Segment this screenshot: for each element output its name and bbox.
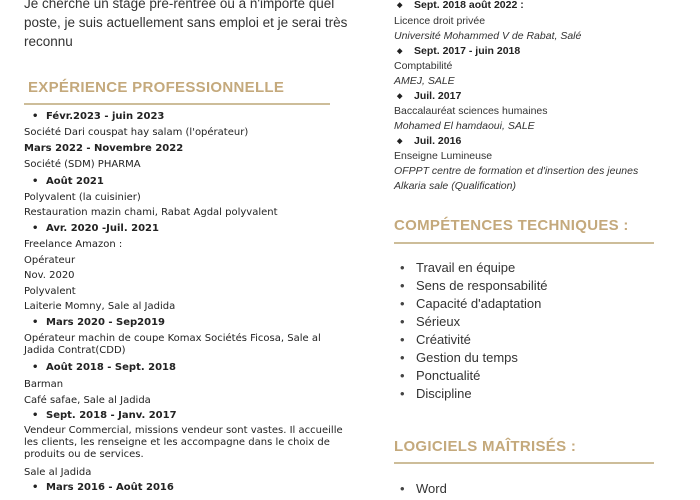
software-section-title: LOGICIELS MAÎTRISÉS : bbox=[394, 438, 577, 455]
education-school: Alkaria sale (Qualification) bbox=[394, 180, 516, 192]
experience-detail: Café safae, Sale al Jadida bbox=[24, 395, 151, 406]
experience-detail: Nov. 2020 bbox=[24, 270, 75, 281]
experience-detail: Société (SDM) PHARMA bbox=[24, 159, 141, 170]
skill-item: • Discipline bbox=[400, 385, 548, 403]
education-degree: Licence droit privée bbox=[394, 15, 486, 27]
skill-item: • Sérieux bbox=[400, 313, 548, 331]
education-degree: Comptabilité bbox=[394, 60, 453, 72]
education-date: ◆ Sept. 2018 août 2022 : bbox=[414, 0, 524, 12]
experience-detail: Restauration mazin chami, Rabat Agdal polyvalent bbox=[24, 207, 278, 218]
experience-date: • Août 2021 bbox=[46, 176, 104, 188]
skill-item: • Ponctualité bbox=[400, 367, 548, 385]
education-school: OFPPT centre de formation et d'insertion des jeunes bbox=[394, 165, 639, 177]
experience-date: • Août 2018 - Sept. 2018 bbox=[46, 362, 176, 374]
skill-item: • Capacité d'adaptation bbox=[400, 295, 548, 313]
experience-date: • Févr.2023 - juin 2023 bbox=[46, 111, 164, 123]
experience-divider bbox=[24, 103, 330, 105]
experience-detail: Laiterie Momny, Sale al Jadida bbox=[24, 301, 176, 312]
experience-detail: Société Dari couspat hay salam (l'opérateur) bbox=[24, 127, 249, 138]
experience-detail: Vendeur Commercial, missions vendeur sont vastes. Il accueille les clients, les renseigne et les accompagne dans le choix de produits ou de services. bbox=[24, 425, 343, 460]
skills-list bbox=[400, 259, 548, 403]
skill-item: • Sens de responsabilité bbox=[400, 277, 548, 295]
skill-item: • Créativité bbox=[400, 331, 548, 349]
education-school: Mohamed El hamdaoui, SALE bbox=[394, 120, 535, 132]
skills-divider bbox=[394, 242, 654, 244]
experience-date: Mars 2022 - Novembre 2022 bbox=[24, 143, 184, 154]
intro-text: Je cherche un stage pré-rentrée ou à n'importe quel poste, je suis actuellement sans emploi et je serai très reconnu bbox=[24, 0, 348, 49]
education-date: ◆ Sept. 2017 - juin 2018 bbox=[414, 45, 520, 58]
skill-item: • Gestion du temps bbox=[400, 349, 548, 367]
education-school: Université Mohammed V de Rabat, Salé bbox=[394, 30, 582, 42]
education-degree: Enseigne Lumineuse bbox=[394, 150, 493, 162]
experience-detail: Opérateur machin de coupe Komax Sociétés Ficosa, Sale al Jadida Contrat(CDD) bbox=[24, 333, 321, 356]
experience-detail: Polyvalent (la cuisinier) bbox=[24, 192, 141, 203]
experience-detail: Polyvalent bbox=[24, 286, 76, 297]
education-date: ◆ Juil. 2017 bbox=[414, 90, 461, 103]
experience-date: • Mars 2020 - Sep2019 bbox=[46, 317, 165, 329]
education-school: AMEJ, SALE bbox=[394, 75, 455, 87]
experience-date: • Mars 2016 - Août 2016 bbox=[46, 482, 174, 494]
experience-detail: Freelance Amazon : bbox=[24, 239, 123, 250]
experience-detail: Sale al Jadida bbox=[24, 467, 92, 478]
experience-detail: Opérateur bbox=[24, 255, 76, 266]
software-divider bbox=[394, 462, 654, 464]
skills-section-title: COMPÉTENCES TECHNIQUES : bbox=[394, 217, 629, 234]
education-degree: Baccalauréat sciences humaines bbox=[394, 105, 548, 117]
experience-section-title: EXPÉRIENCE PROFESSIONNELLE bbox=[28, 79, 285, 96]
software-item: • Word bbox=[400, 480, 447, 498]
experience-date: • Avr. 2020 -Juil. 2021 bbox=[46, 223, 159, 235]
experience-date: • Sept. 2018 - Janv. 2017 bbox=[46, 410, 177, 422]
education-date: ◆ Juil. 2016 bbox=[414, 135, 461, 148]
skill-item: • Travail en équipe bbox=[400, 259, 548, 277]
software-list bbox=[400, 480, 447, 498]
experience-detail: Barman bbox=[24, 379, 64, 390]
